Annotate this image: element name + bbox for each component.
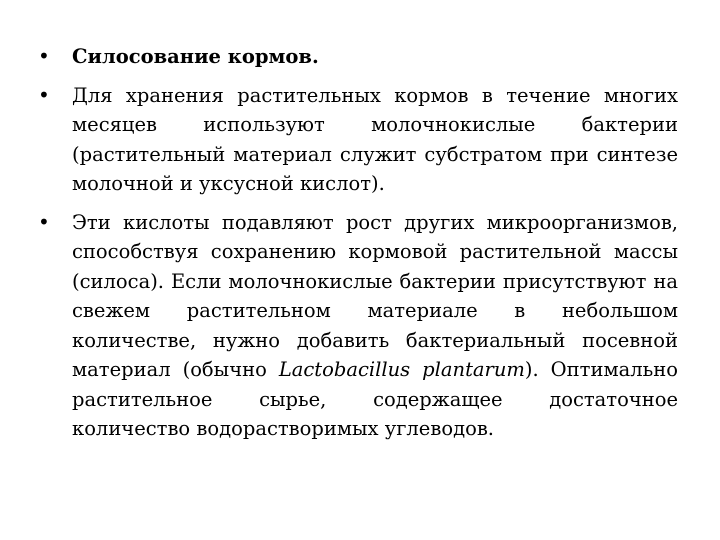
bullet-marker: • (38, 209, 50, 234)
bullet-text-before: Эти кислоты подавляют рост других микроорганизмов, способствуя сохранению кормовой растительной массы (силоса). Если молочнокислые бактерии присутствуют на свежем растительном материале в небольшом количестве, нужно добавить бактериальный посевной материал (обычно (72, 210, 678, 381)
bullet-item-storage (38, 81, 678, 199)
bullet-text: Для хранения растительных кормов в течение многих месяцев используют молочнокислые бактерии (растительный материал служит субстратом при синтезе молочной и уксусной кислот). (72, 83, 678, 195)
bullet-heading: Силосование кормов. (72, 45, 319, 68)
bullet-list (38, 42, 678, 453)
bullet-item-silage (38, 42, 678, 72)
species-name: Lactobacillus plantarum (278, 358, 525, 381)
bullet-item-acids (38, 208, 678, 444)
bullet-text-after: ). Оптимально растительное сырье, содержащее достаточное количество водорастворимых углеводов. (72, 358, 678, 440)
bullet-marker: • (38, 44, 50, 68)
bullet-marker: • (38, 82, 50, 107)
